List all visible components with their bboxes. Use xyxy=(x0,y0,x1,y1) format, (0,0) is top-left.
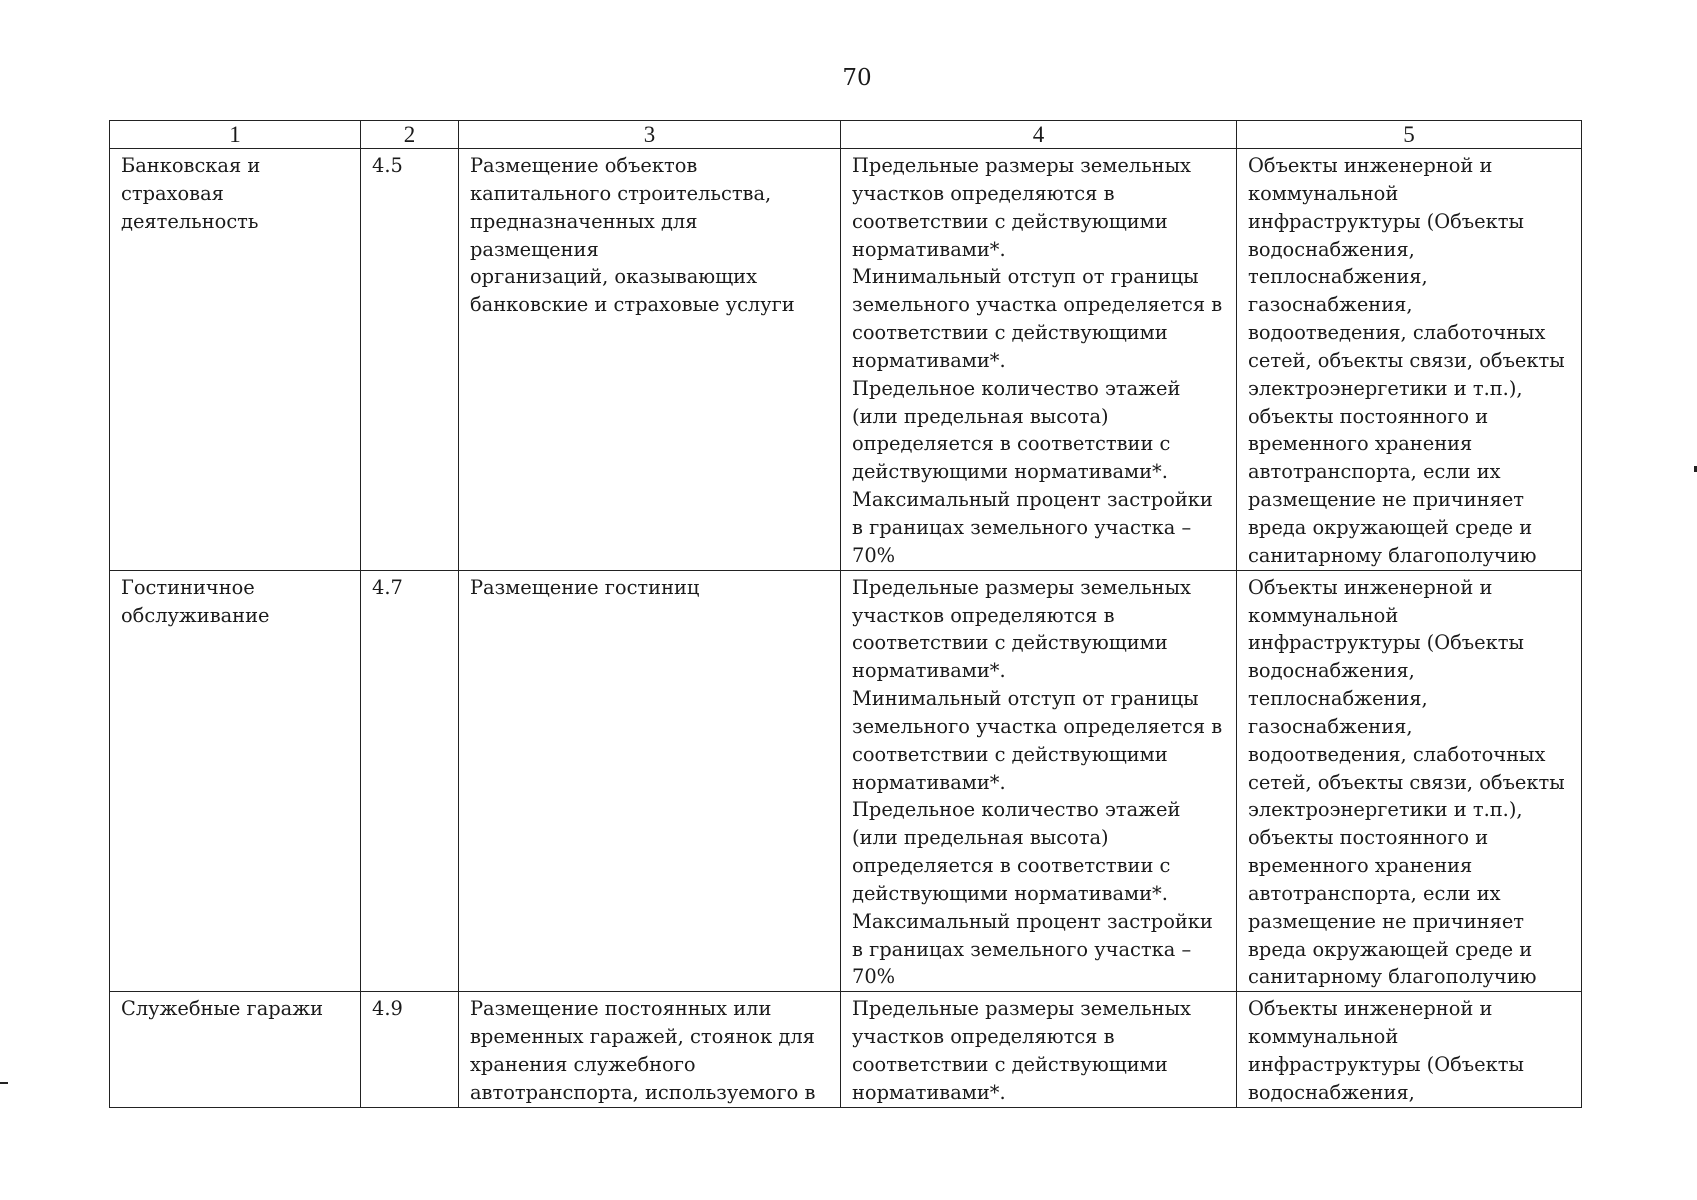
page-number: 70 xyxy=(842,65,872,91)
use-type-code: 4.7 xyxy=(361,570,459,992)
building-parameters: Предельные размеры земельных участков определяются в соответствии с действующими нормативами*. xyxy=(841,992,1237,1107)
column-header: 1 xyxy=(110,121,361,149)
use-type-description: Размещение постоянных или временных гаражей, стоянок для хранения служебного автотранспорта, используемого в xyxy=(459,992,841,1107)
column-header: 2 xyxy=(361,121,459,149)
use-type-code: 4.9 xyxy=(361,992,459,1107)
scan-mark xyxy=(0,1082,8,1084)
use-type-name: Служебные гаражи xyxy=(110,992,361,1107)
table-row xyxy=(110,570,1582,992)
auxiliary-uses: Объекты инженерной и коммунальной инфраструктуры (Объекты водоснабжения, теплоснабжения, газоснабжения, водоотведения, слаботочных сетей, объекты связи, объекты электроэнергетики и т.п.), объекты постоянного и временного хранения автотранспорта, если их размещение не причиняет вреда окружающей среде и санитарному благополучию xyxy=(1237,570,1582,992)
use-type-name: Гостиничное обслуживание xyxy=(110,570,361,992)
auxiliary-uses: Объекты инженерной и коммунальной инфраструктуры (Объекты водоснабжения, xyxy=(1237,992,1582,1107)
use-type-name: Банковская и страховая деятельность xyxy=(110,149,361,571)
use-type-description: Размещение гостиниц xyxy=(459,570,841,992)
table-header-row xyxy=(110,121,1582,149)
table-row xyxy=(110,149,1582,571)
column-header: 5 xyxy=(1237,121,1582,149)
land-use-table xyxy=(109,120,1582,1108)
use-type-description: Размещение объектов капитального строительства, предназначенных для размещения организаций, оказывающих банковские и страховые услуги xyxy=(459,149,841,571)
column-header: 4 xyxy=(841,121,1237,149)
building-parameters: Предельные размеры земельных участков определяются в соответствии с действующими нормативами*. Минимальный отступ от границы земельного участка определяется в соответствии с действующими нормативами*. Предельное количество этажей (или предельная высота) определяется в соответствии с действующими нормативами*. Максимальный процент застройки в границах земельного участка – 70% xyxy=(841,570,1237,992)
building-parameters: Предельные размеры земельных участков определяются в соответствии с действующими нормативами*. Минимальный отступ от границы земельного участка определяется в соответствии с действующими нормативами*. Предельное количество этажей (или предельная высота) определяется в соответствии с действующими нормативами*. Максимальный процент застройки в границах земельного участка – 70% xyxy=(841,149,1237,571)
table-row xyxy=(110,992,1582,1107)
use-type-code: 4.5 xyxy=(361,149,459,571)
column-header: 3 xyxy=(459,121,841,149)
auxiliary-uses: Объекты инженерной и коммунальной инфраструктуры (Объекты водоснабжения, теплоснабжения, газоснабжения, водоотведения, слаботочных сетей, объекты связи, объекты электроэнергетики и т.п.), объекты постоянного и временного хранения автотранспорта, если их размещение не причиняет вреда окружающей среде и санитарному благополучию xyxy=(1237,149,1582,571)
